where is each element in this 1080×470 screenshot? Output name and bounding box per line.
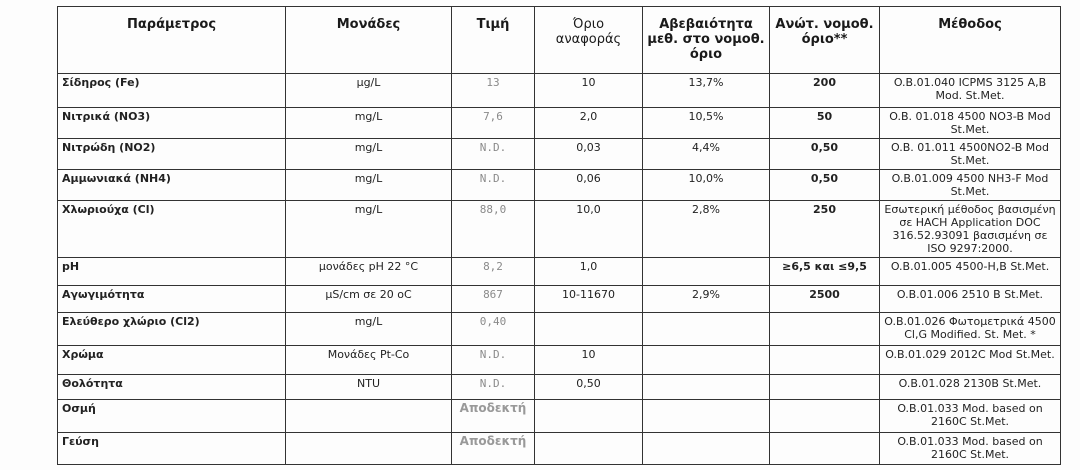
table-row	[58, 74, 1061, 108]
parameter-cell: Οσμή	[58, 400, 286, 433]
reference-cell	[535, 313, 643, 346]
uncertainty-cell: 10,0%	[643, 170, 770, 201]
units-cell: mg/L	[286, 139, 452, 170]
header-reference-limit: Όριο αναφοράς	[535, 7, 643, 74]
table-row	[58, 108, 1061, 139]
limit-cell: 250	[770, 201, 880, 258]
table-row	[58, 375, 1061, 400]
uncertainty-cell	[643, 258, 770, 286]
uncertainty-cell: 4,4%	[643, 139, 770, 170]
header-method: Μέθοδος	[880, 7, 1061, 74]
method-cell: O.B.01.028 2130B St.Met.	[880, 375, 1061, 400]
units-cell	[286, 400, 452, 433]
parameter-cell: Χρώμα	[58, 346, 286, 375]
table-row	[58, 346, 1061, 375]
method-cell: O.B.01.029 2012C Mod St.Met.	[880, 346, 1061, 375]
reference-cell: 10	[535, 346, 643, 375]
method-cell: O.B.01.040 ICPMS 3125 A,B Mod. St.Met.	[880, 74, 1061, 108]
method-cell: O.B.01.005 4500-H,B St.Met.	[880, 258, 1061, 286]
header-max-limit: Ανώτ. νομοθ. όριο**	[770, 7, 880, 74]
header-parameter: Παράμετρος	[58, 7, 286, 74]
value-cell: N.D.	[452, 139, 535, 170]
units-cell: μS/cm σε 20 oC	[286, 286, 452, 313]
reference-cell	[535, 400, 643, 433]
units-cell: μονάδες pH 22 °C	[286, 258, 452, 286]
parameter-cell: Νιτρώδη (NO2)	[58, 139, 286, 170]
limit-cell	[770, 433, 880, 465]
parameter-cell: Θολότητα	[58, 375, 286, 400]
units-cell: mg/L	[286, 170, 452, 201]
limit-cell: 2500	[770, 286, 880, 313]
value-cell: N.D.	[452, 170, 535, 201]
limit-cell: ≥6,5 και ≤9,5	[770, 258, 880, 286]
reference-cell: 0,06	[535, 170, 643, 201]
value-cell: 867	[452, 286, 535, 313]
table-row	[58, 201, 1061, 258]
parameter-cell: Νιτρικά (NO3)	[58, 108, 286, 139]
uncertainty-cell: 2,8%	[643, 201, 770, 258]
units-cell: μg/L	[286, 74, 452, 108]
parameter-cell: Σίδηρος (Fe)	[58, 74, 286, 108]
header-uncertainty: Αβεβαιότητα μεθ. στο νομοθ. όριο	[643, 7, 770, 74]
units-cell: mg/L	[286, 201, 452, 258]
value-cell: 8,2	[452, 258, 535, 286]
uncertainty-cell: 10,5%	[643, 108, 770, 139]
limit-cell	[770, 400, 880, 433]
units-cell: NTU	[286, 375, 452, 400]
value-cell: N.D.	[452, 346, 535, 375]
limit-cell	[770, 375, 880, 400]
value-cell: N.D.	[452, 375, 535, 400]
limit-cell	[770, 313, 880, 346]
uncertainty-cell	[643, 346, 770, 375]
limit-cell: 0,50	[770, 170, 880, 201]
table-row	[58, 286, 1061, 313]
method-cell: O.B. 01.011 4500NO2-B Mod St.Met.	[880, 139, 1061, 170]
method-cell: O.B. 01.018 4500 NO3-B Mod St.Met.	[880, 108, 1061, 139]
reference-cell: 0,50	[535, 375, 643, 400]
method-cell: O.B.01.033 Mod. based on 2160C St.Met.	[880, 433, 1061, 465]
parameter-cell: Ελεύθερο χλώριο (Cl2)	[58, 313, 286, 346]
parameter-cell: pH	[58, 258, 286, 286]
limit-cell	[770, 346, 880, 375]
units-cell	[286, 433, 452, 465]
method-cell: O.B.01.026 Φωτομετρικά 4500 Cl,G Modified. St. Met. *	[880, 313, 1061, 346]
reference-cell: 0,03	[535, 139, 643, 170]
parameter-cell: Γεύση	[58, 433, 286, 465]
units-cell: mg/L	[286, 313, 452, 346]
units-cell: Μονάδες Pt-Co	[286, 346, 452, 375]
method-cell: O.B.01.006 2510 B St.Met.	[880, 286, 1061, 313]
table-row	[58, 433, 1061, 465]
uncertainty-cell	[643, 433, 770, 465]
reference-cell: 2,0	[535, 108, 643, 139]
table-row	[58, 258, 1061, 286]
method-cell: Εσωτερική μέθοδος βασισμένη σε HACH Application DOC 316.52.93091 βασισμένη σε ISO 9297:2000.	[880, 201, 1061, 258]
parameter-cell: Χλωριούχα (Cl)	[58, 201, 286, 258]
table-row	[58, 400, 1061, 433]
uncertainty-cell	[643, 313, 770, 346]
value-cell: Αποδεκτή	[452, 400, 535, 433]
reference-cell: 10-11670	[535, 286, 643, 313]
value-cell: Αποδεκτή	[452, 433, 535, 465]
uncertainty-cell: 13,7%	[643, 74, 770, 108]
uncertainty-cell	[643, 400, 770, 433]
value-cell: 7,6	[452, 108, 535, 139]
table-header-row	[58, 7, 1061, 74]
units-cell: mg/L	[286, 108, 452, 139]
method-cell: O.B.01.033 Mod. based on 2160C St.Met.	[880, 400, 1061, 433]
reference-cell	[535, 433, 643, 465]
table-row	[58, 139, 1061, 170]
value-cell: 13	[452, 74, 535, 108]
table-row	[58, 170, 1061, 201]
reference-cell: 10	[535, 74, 643, 108]
header-value: Τιμή	[452, 7, 535, 74]
value-cell: 0,40	[452, 313, 535, 346]
limit-cell: 200	[770, 74, 880, 108]
reference-cell: 10,0	[535, 201, 643, 258]
parameter-cell: Αμμωνιακά (NH4)	[58, 170, 286, 201]
uncertainty-cell: 2,9%	[643, 286, 770, 313]
method-cell: O.B.01.009 4500 NH3-F Mod St.Met.	[880, 170, 1061, 201]
reference-cell: 1,0	[535, 258, 643, 286]
header-units: Μονάδες	[286, 7, 452, 74]
value-cell: 88,0	[452, 201, 535, 258]
limit-cell: 0,50	[770, 139, 880, 170]
table-row	[58, 313, 1061, 346]
water-analysis-table	[57, 6, 1061, 465]
parameter-cell: Αγωγιμότητα	[58, 286, 286, 313]
uncertainty-cell	[643, 375, 770, 400]
limit-cell: 50	[770, 108, 880, 139]
